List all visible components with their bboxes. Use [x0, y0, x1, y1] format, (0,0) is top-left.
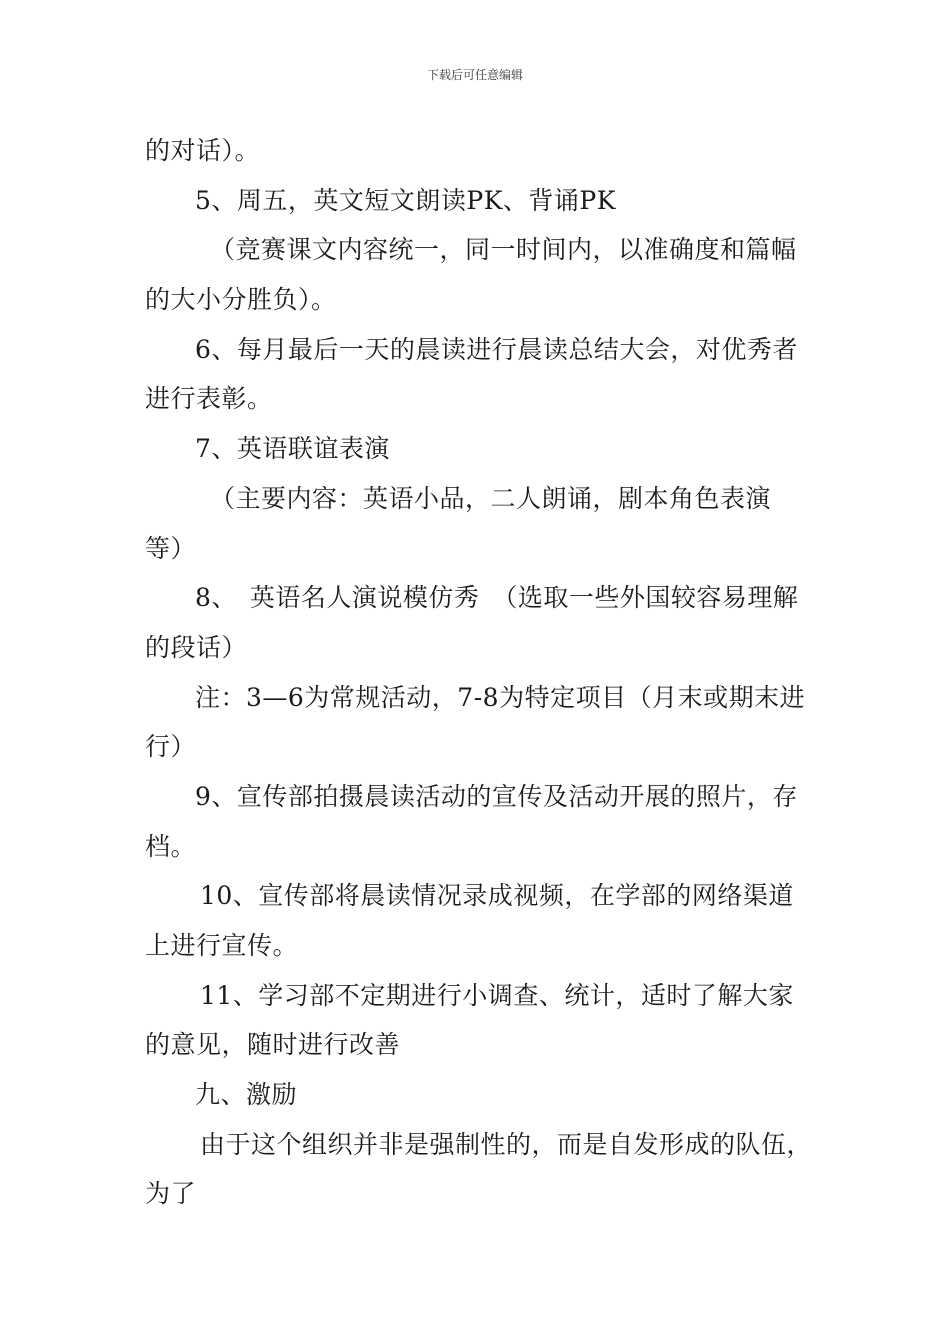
paragraph-line: 11、学习部不定期进行小调查、统计，适时了解大家	[200, 980, 794, 1010]
paragraph-line: 为了	[145, 1179, 197, 1209]
paragraph-line: 行）	[145, 732, 197, 762]
paragraph-line: 档。	[145, 831, 197, 861]
paragraph-line: （竞赛课文内容统一，同一时间内，以准确度和篇幅	[210, 235, 797, 265]
paragraph-line: 6、每月最后一天的晨读进行晨读总结大会，对优秀者	[195, 334, 798, 364]
paragraph-line: 进行表彰。	[145, 384, 273, 414]
paragraph-line: 等）	[145, 533, 197, 563]
paragraph-line: 由于这个组织并非是强制性的，而是自发形成的队伍，	[200, 1129, 813, 1159]
paragraph-line: 的对话）。	[145, 136, 261, 165]
paragraph-line: 10、宣传部将晨读情况录成视频，在学部的网络渠道	[200, 881, 794, 911]
paragraph-line: 5、周五，英文短文朗读PK、背诵PK	[195, 185, 616, 215]
document-body	[145, 126, 815, 1219]
paragraph-line: 的大小分胜负）。	[145, 285, 337, 315]
page-header: 下载后可任意编辑	[426, 68, 523, 82]
paragraph-line: （主要内容：英语小品，二人朗诵，剧本角色表演	[210, 483, 772, 513]
paragraph-line: 9、宣传部拍摄晨读活动的宣传及活动开展的照片，存	[195, 781, 798, 811]
paragraph-line: 8、 英语名人演说模仿秀 （选取一些外国较容易理解	[195, 583, 799, 613]
paragraph-line: 的段话）	[145, 632, 248, 662]
paragraph-line: 的意见，随时进行改善	[145, 1030, 401, 1060]
paragraph-line: 九、激励	[195, 1080, 298, 1110]
paragraph-line: 上进行宣传。	[145, 931, 299, 960]
paragraph-line: 7、英语联谊表演	[195, 434, 390, 464]
paragraph-line: 注：3—6为常规活动，7-8为特定项目（月末或期末进	[195, 682, 806, 712]
